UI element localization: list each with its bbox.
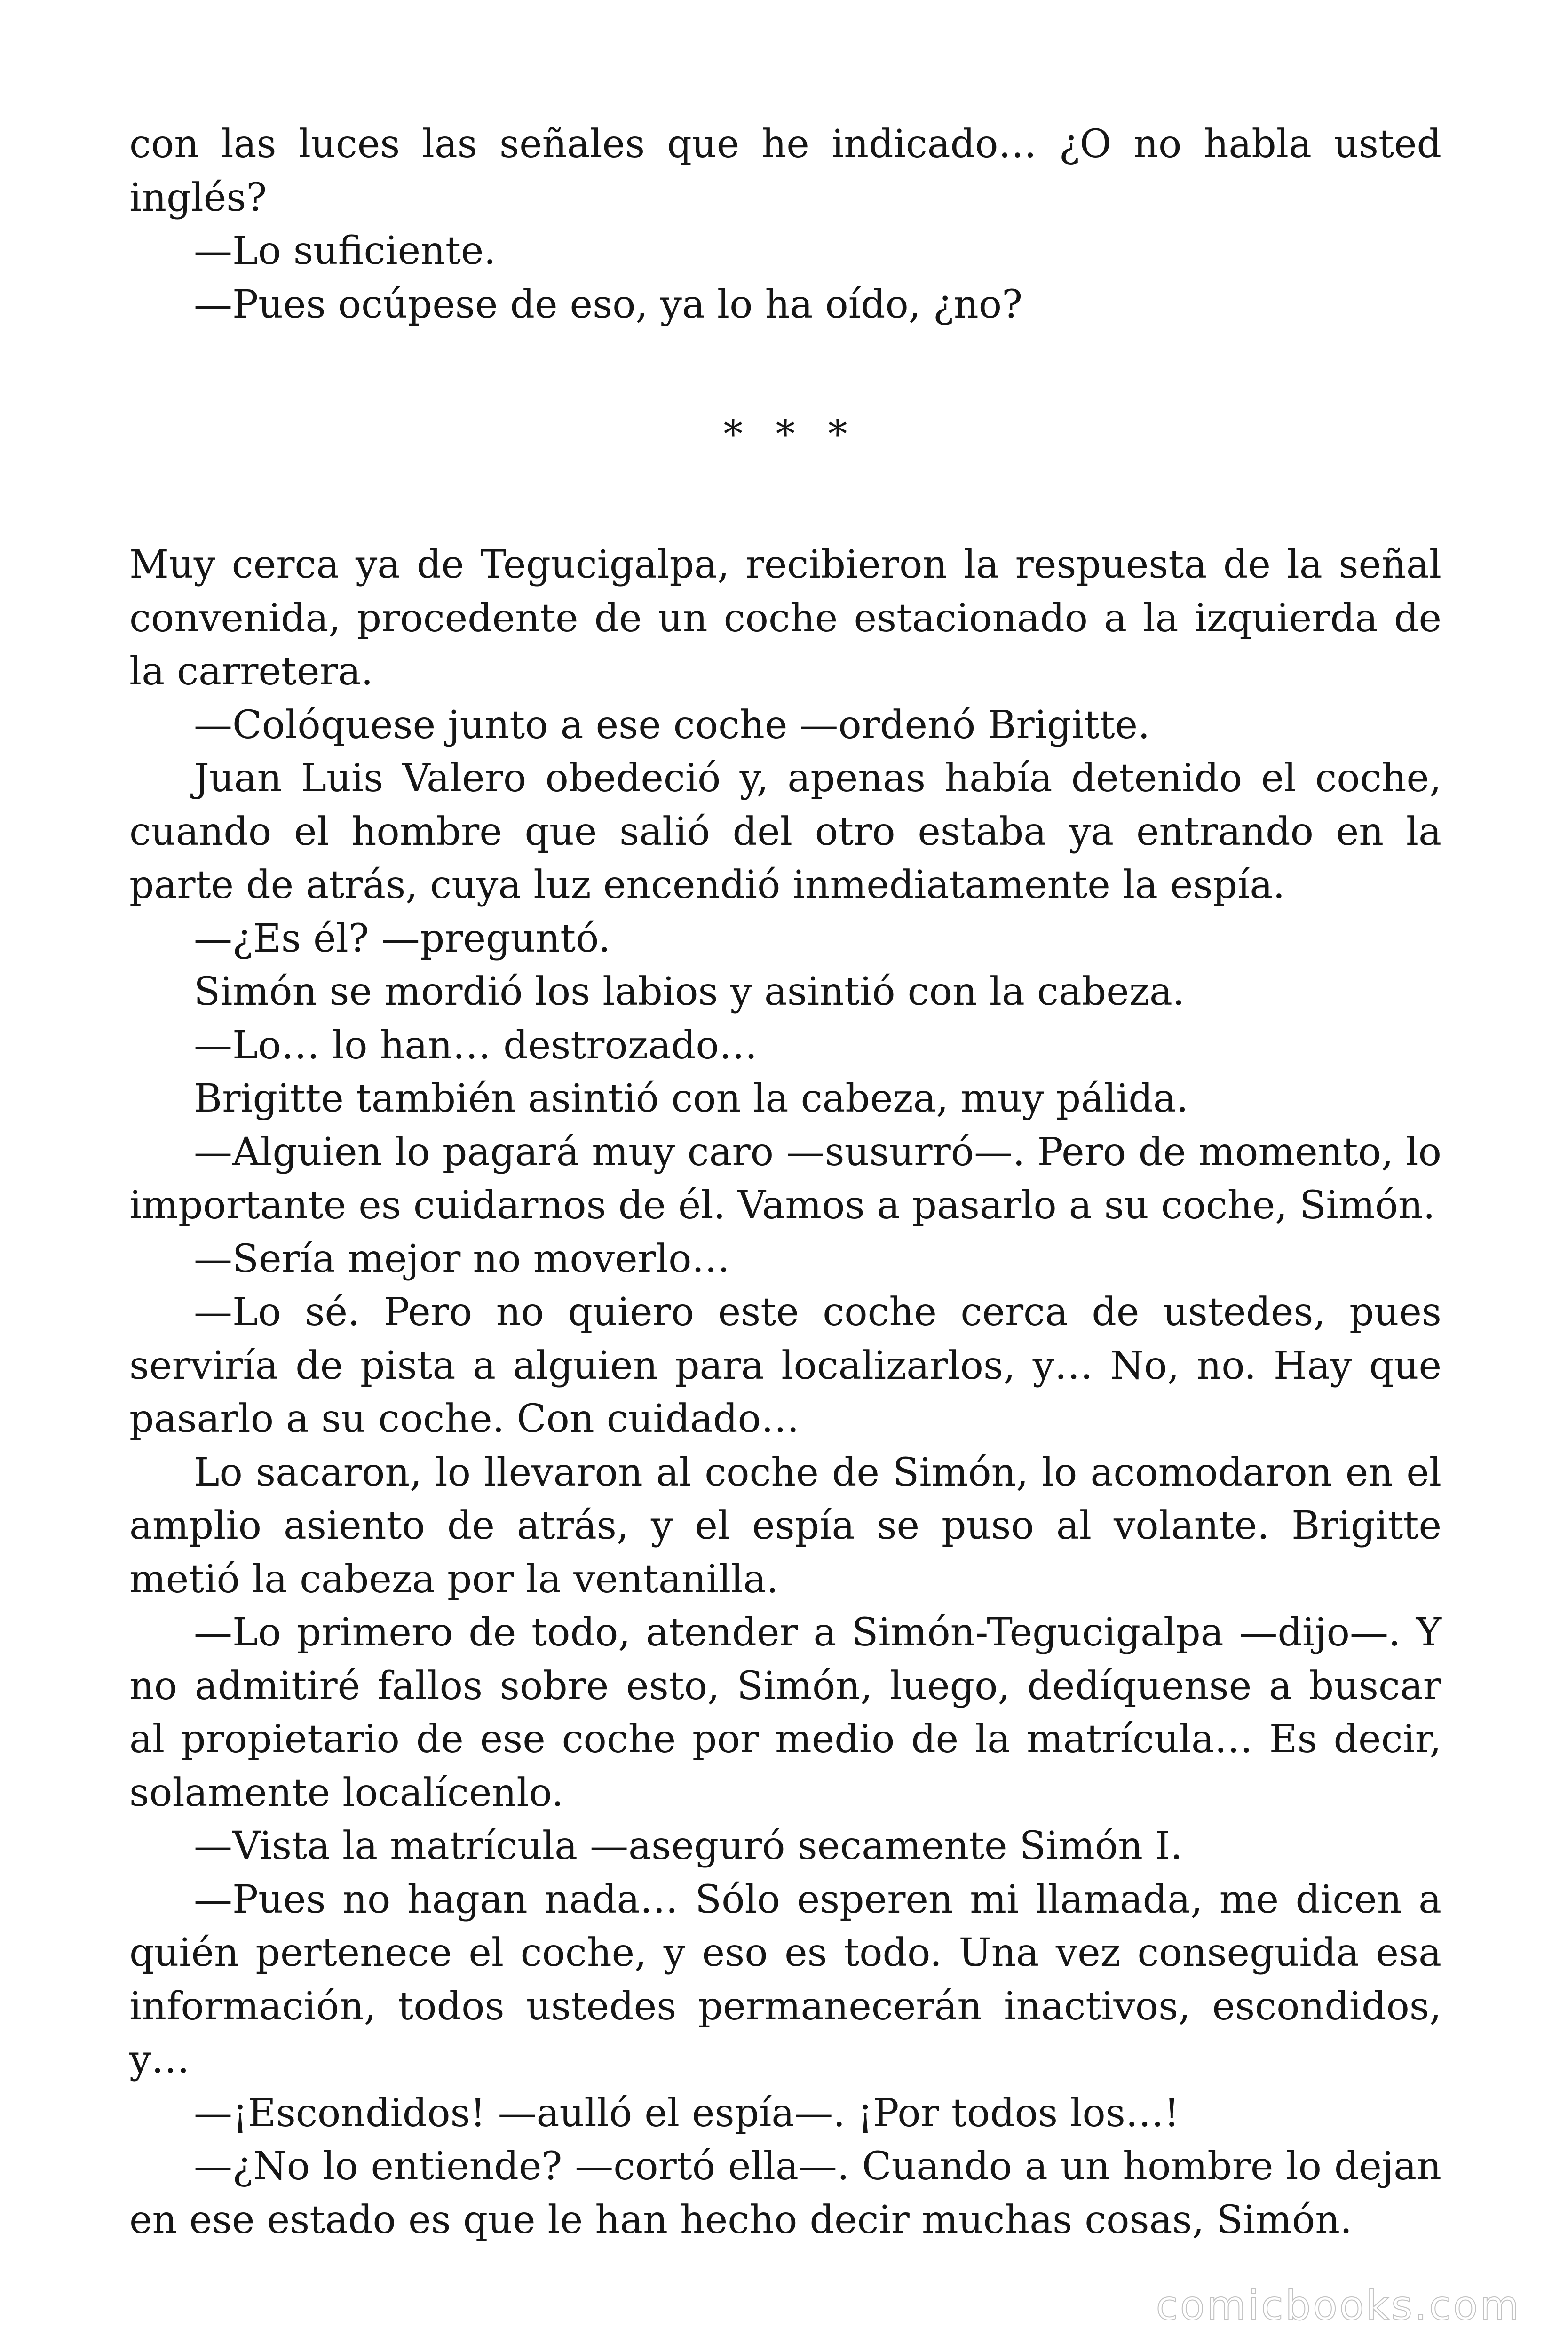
paragraph: Juan Luis Valero obedeció y, apenas había detenido el coche, cuando el hombre que salió del otro estaba ya entrando en la parte de atrás, cuya luz encendió inmediatamente la espía. <box>129 756 1441 907</box>
paragraph: —Pues ocúpese de eso, ya lo ha oído, ¿no? <box>194 282 1023 327</box>
watermark-logo: comicbooks.com <box>1156 2282 1521 2329</box>
paragraph: —¿No lo entiende? —cortó ella—. Cuando a un hombre lo dejan en ese estado es que le han hecho decir muchas cosas, Simón. <box>129 2144 1441 2242</box>
paragraph: —Vista la matrícula —aseguró secamente Simón I. <box>194 1824 1183 1868</box>
paragraph: —Lo… lo han… destrozado… <box>194 1023 758 1068</box>
paragraph: Lo sacaron, lo llevaron al coche de Simón, lo acomodaron en el amplio asiento de atrás, y el espía se puso al volante. Brigitte metió la cabeza por la ventanilla. <box>129 1450 1441 1602</box>
paragraph: —Pues no hagan nada… Sólo esperen mi llamada, me dicen a quién pertenece el coche, y eso es todo. Una vez conseguida esa información, todos ustedes permanecerán inactivos, escondidos, y… <box>129 1877 1441 2082</box>
paragraph: —¿Es él? —preguntó. <box>194 916 611 961</box>
paragraph: con las luces las señales que he indicado… ¿O no habla usted inglés? <box>129 122 1441 220</box>
section-separator: * * * <box>723 412 858 457</box>
paragraph: —Lo sé. Pero no quiero este coche cerca de ustedes, pues serviría de pista a alguien para localizarlos, y… No, no. Hay que pasarlo a su coche. Con cuidado… <box>129 1290 1441 1441</box>
section-gap <box>129 331 1441 411</box>
paragraph: —Colóquese junto a ese coche —ordenó Brigitte. <box>194 702 1150 747</box>
paragraph: —Sería mejor no moverlo… <box>194 1236 730 1281</box>
paragraph: —Lo primero de todo, atender a Simón-Tegucigalpa —dijo—. Y no admitiré fallos sobre esto, Simón, luego, dedíquense a buscar al propietario de ese coche por medio de la matrícula… Es decir, solamente localícenlo. <box>129 1610 1441 1815</box>
paragraph: —¡Escondidos! —aulló el espía—. ¡Por todos los…! <box>194 2090 1180 2136</box>
paragraph: Muy cerca ya de Tegucigalpa, recibieron la respuesta de la señal convenida, procedente de un coche estacionado a la izquierda de la carretera. <box>129 542 1441 694</box>
paragraph: Simón se mordió los labios y asintió con la cabeza. <box>194 969 1185 1014</box>
section-gap <box>129 458 1441 538</box>
paragraph: Brigitte también asintió con la cabeza, muy pálida. <box>194 1076 1188 1121</box>
paragraph: —Alguien lo pagará muy caro —susurró—. Pero de momento, lo importante es cuidarnos de él. Vamos a pasarlo a su coche, Simón. <box>129 1129 1441 1228</box>
paragraph: —Lo suficiente. <box>194 229 496 273</box>
text-block-after-separator <box>129 538 1441 2247</box>
text-block-before-separator <box>129 118 1441 331</box>
page-text <box>129 118 1441 2247</box>
